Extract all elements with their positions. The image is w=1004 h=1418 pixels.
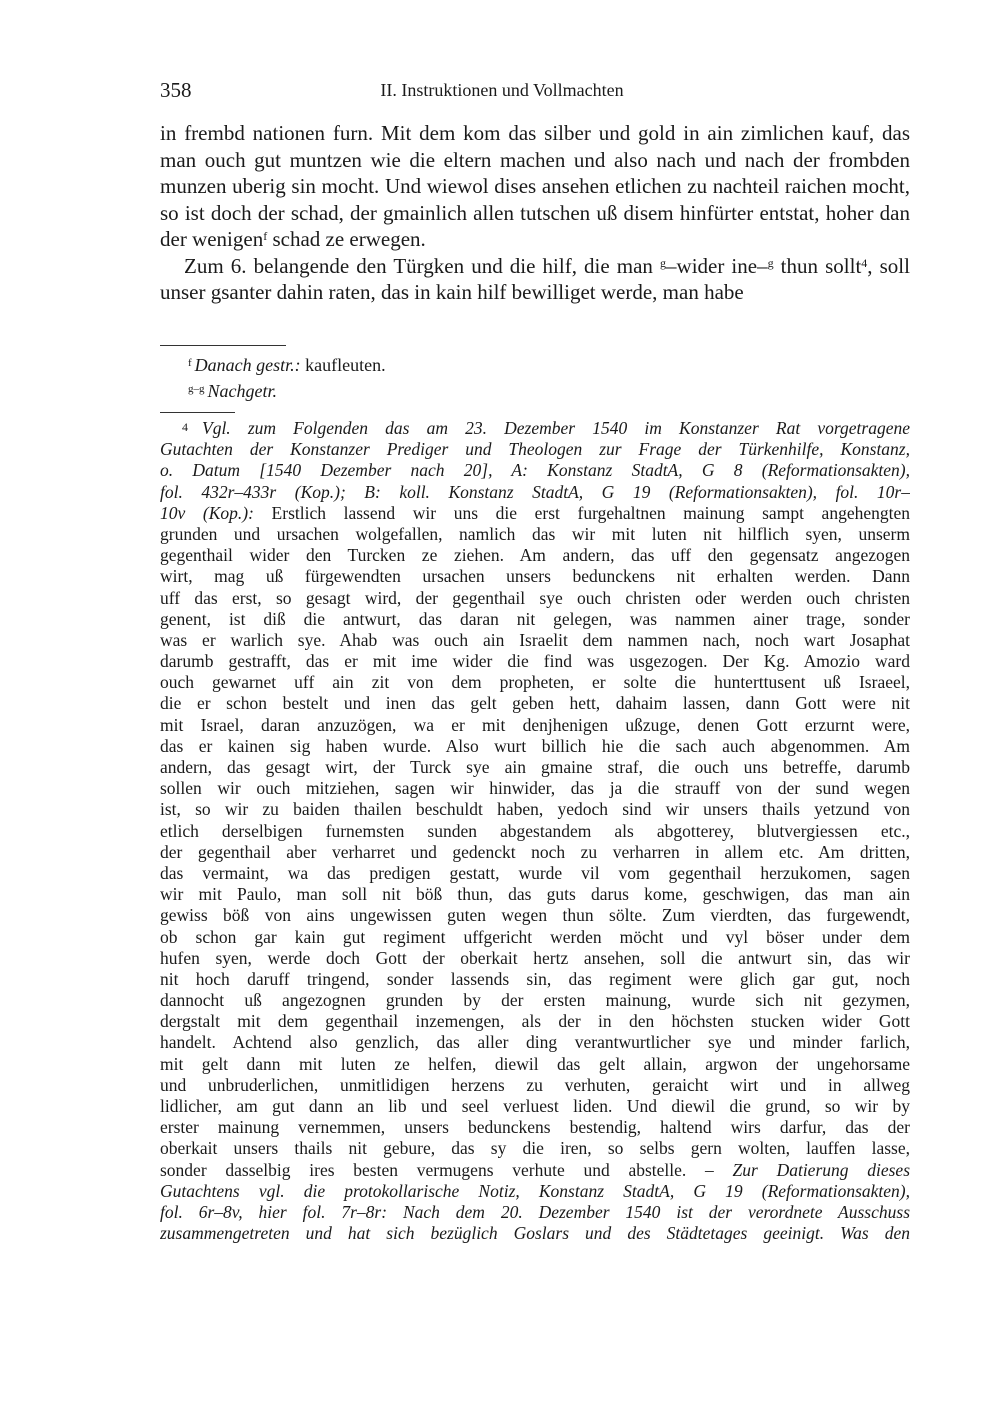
footnote-line [160,969,910,990]
footnote-line [160,821,910,842]
footnote-quoted-text: andern, das gesagt wirt, der Turck sye ain gmaine straf, die ouch uns betreffe, darumb [160,757,910,777]
footnote-quoted-text: hufen syen, werde doch Gott der oberkait hertz ansehen, soll die antwurt sin, das wir [160,947,910,968]
apparatus-note-g: $^{g-g}$ Nachgetr. [188,381,277,401]
footnote-line [160,948,910,969]
footnote-divider [160,412,235,413]
footnote-quoted-text: handelt. Achtend also genzlich, das aller ding verantwurtlicher sye und minder farlich, [160,1032,910,1053]
footnote-quoted-text: der gegenthail aber verharret und gedenckt noch zu verharren in allem etc. Am dritten, [160,841,910,862]
footnote-quoted-text: gegenthail wider den Turcken ze ziehen. Am andern, das uff den gegensatz angezogen [160,545,910,566]
apparatus-ref-g-close: g [767,255,774,270]
footnote-quoted-text: grunden und ursachen wolgefallen, namlich das wir mit luten nit hilflich syen, unserm [160,523,910,544]
footnote-editorial-text: o. Datum [1540 Dezember nach 20], A: Konstanz StadtA, G 8 (Reformationsakten), [160,460,910,481]
footnote-line [160,439,910,460]
footnote-line [160,905,910,926]
footnote-line [160,460,910,481]
footnote-quoted-text: dannocht uß angezognen grunden by der ersten mainung, wurde sich nit gezymen, [160,990,910,1011]
footnote-line [160,842,910,863]
footnote-editorial-text: – Zur Datierung dieses [686,1159,910,1180]
footnote-line [160,990,910,1011]
footnote-editorial-text: fol. 6r–8v, hier fol. 7r–8r: Nach dem 20. Dezember 1540 ist der verordnete Ausschuss [160,1201,910,1222]
footnote-quoted-text: wirt, mag uß fürgewendten ursachen unsers bedunckens nit erhalten werden. Dann [160,566,910,587]
footnote-line [160,503,910,524]
footnote-line [160,672,910,693]
footnote-line [160,1011,910,1032]
footnote-number: 4 [182,420,188,434]
footnote-line [160,1181,910,1202]
apparatus-ref-g-open: g [660,255,667,270]
footnote-line [160,1223,910,1244]
footnote-line [160,588,910,609]
footnote-line [160,757,910,778]
footnote-line [160,778,910,799]
footnote-line [160,418,910,439]
footnote-quoted-text: sollen wir ouch mitziehen, sagen wir hinwider, das ja die strauff von der sund wegen [160,778,910,799]
footnote-quoted-text: erster mainung vernemmen, unsers bedunckens bestendig, haltend wirs darfur, das der [160,1117,910,1138]
footnote-quoted-text: sonder dasselbig ires besten vermugens verhute und abstelle. [160,1159,687,1180]
footnote-line [160,609,910,630]
footnote-line [160,1032,910,1053]
footnote-line [160,651,910,672]
footnote-quoted-text: was er warlich sye. Ahab was ouch ain Israelit dem nammen nach, noch wart Josaphat [160,629,910,650]
paragraph-1: in frembd nationen furn. Mit dem kom das silber und gold in ain zimlichen kauf, das man ouch gut muntzen wie die eltern machen und also nach und nach der frombden munzen uberig sin mocht. Und wiewol dises ansehen etlichen zu nachteil raichen mocht, so ist doch der schad, der gmainlich allen tutschen uß disem hinfürter entstat, hoher dan der wenigen$^f$ schad ze erwegen. [160,121,910,251]
running-head: II. Instruktionen und Vollmachten [380,80,624,100]
footnote-line [160,482,910,503]
footnote-line [160,545,910,566]
footnote-editorial-text: Gutachten der Konstanzer Prediger und Theologen zur Frage der Türkenhilfe, Konstanz, [160,439,910,460]
footnote-quoted-text: das er kainen sig haben wurde. Also wurt billich hie die sach auch abgenommen. Am [160,735,910,756]
footnote-editorial-text: Vgl. zum Folgenden das am 23. Dezember 1540 im Konstanzer Rat vorgetragene [202,418,910,438]
page-number: 358 [160,78,192,102]
footnote-line [160,736,910,757]
apparatus-ref-f: f [263,229,268,243]
footnote-editorial-text: 10v (Kop.): [160,502,254,523]
footnote-quoted-text: mit gelt dann mit luten ze helfen, diewil das gelt allain, argwon der ungehorsame [160,1053,910,1074]
footnote-quoted-text: dergstalt mit dem gegenthail inzemengen, als der in den höchsten stucken wider Gott [160,1011,910,1032]
footnote-quoted-text: genent, ist diß die antwurt, das daran nit gelegen, was nammen ainer trage, sonder [160,608,910,629]
apparatus-divider [160,345,286,346]
footnote-quoted-text: oberkait unsers thails nit gebure, das sy die iren, so selbs gern wolten, lauffen lasse, [160,1138,910,1159]
footnote-quoted-text: das vermaint, wa das predigen gestatt, wurde vil vom gegenthail herzukomen, sagen [160,862,910,883]
footnote-line [160,630,910,651]
footnote-quoted-text: gewiss böß von ains ungewissen guten wegen thun sölte. Zum vierdten, das furgewendt, [160,905,910,926]
footnote-line [160,927,910,948]
footnote-line [160,1054,910,1075]
main-text [160,120,910,306]
footnote-quoted-text: wir mit Paulo, man soll nit böß thun, das guts darus kome, geschwigen, das man ain [160,884,910,905]
footnote-quoted-text: mit Israel, daran anzuzögen, wa er mit denjhenigen ußzuge, denen Gott erzurnt were, [160,714,910,735]
footnote-quoted-text: uff das erst, so gesagt wird, der gegenthail sye ouch christen oder werden ouch christen [160,587,910,608]
footnote-line [160,1075,910,1096]
footnote-editorial-text: fol. 432r–433r (Kop.); B: koll. Konstanz StadtA, G 19 (Reformationsakten), fol. 10r– [160,481,910,502]
footnote-quoted-text: etlich derselbigen furnemsten sunden abgestandem als abgotterey, blutvergiessen etc., [160,820,910,841]
footnote-line [160,1160,910,1181]
footnote-editorial-text: zusammengetreten und hat sich bezüglich Goslars und des Städtetages geeinigt. Was den [160,1223,910,1244]
footnote-line [160,1117,910,1138]
footnote-quoted-text: die er schon bestelt und inen das gelt geben hett, dahaim lassen, dann Gott were nit [160,693,910,714]
footnote-line [160,1138,910,1159]
footnote-quoted-text: lidlicher, am gut dann an lib und seel verluest liden. Und diewil die grund, so wir by [160,1096,910,1116]
footnote-editorial-text: Gutachtens vgl. die protokollarische Notiz, Konstanz StadtA, G 19 (Reformationsakten), [160,1180,910,1201]
footnote-line [160,799,910,820]
footnote-quoted-text: und unbruderlichen, unmitlidigen herzens zu verhuten, geraicht wirt und in allweg [160,1074,910,1095]
footnote-quoted-text: ob schon gar kain gut regiment uffgericht werden möcht und vyl böser under dem [160,926,910,947]
critical-apparatus [188,352,888,404]
footnote-quoted-text: ist, so wir zu baiden thailen beschuldt haben, yedoch sind wir unsers thails yetzund von [160,799,910,820]
footnote-quoted-text: Erstlich lassend wir uns die erst furgehaltnen mainung sampt angehengten [253,502,910,523]
apparatus-note-f: $^f$ Danach gestr.: kaufleuten. [188,355,386,375]
footnote-line [160,715,910,736]
footnote-line [160,884,910,905]
paragraph-2: Zum 6. belangende den Türgken und die hilf, die man $^g$–wider ine–$^g$ thun sollt$^4$, soll unser gsanter dahin raten, das in kain hilf bewilliget werde, man habe [160,253,910,304]
footnote-line [160,524,910,545]
footnote-ref-4: 4 [861,255,868,270]
footnote-line [160,693,910,714]
footnote-quoted-text: ouch gewarnet uff ain zit von dem propheten, er solte die hunterttusent uß Israeel, [160,672,910,693]
footnote-4 [160,418,910,1244]
footnote-quoted-text: nit hoch daruff tringend, sonder lassends sin, das regiment were glich gar gut, noch [160,968,910,989]
footnote-line [160,863,910,884]
footnote-line [160,566,910,587]
footnote-line [160,1096,910,1117]
footnote-quoted-text: darumb gestrafft, das er mit ime wider die find was usgezogen. Der Kg. Amozio ward [160,651,910,672]
footnote-line [160,1202,910,1223]
